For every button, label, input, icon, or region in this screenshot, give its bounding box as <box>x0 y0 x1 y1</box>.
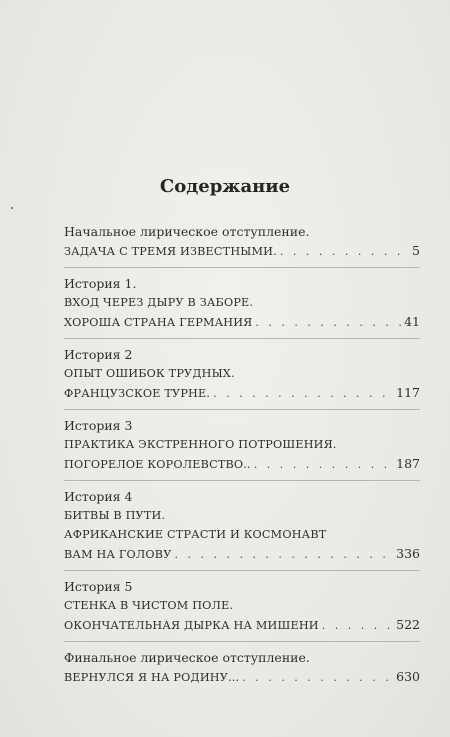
page-number: 522 <box>396 617 420 632</box>
toc-entry-subtitle: ПРАКТИКА ЭКСТРЕННОГО ПОТРОШЕНИЯ. <box>64 438 337 451</box>
toc-entry-subtitle: ОКОНЧАТЕЛЬНАЯ ДЫРКА НА МИШЕНИ <box>64 619 319 632</box>
toc-entry-final-line <box>64 667 420 687</box>
toc-entry-subtitle: ОПЫТ ОШИБОК ТРУДНЫХ. <box>64 367 235 380</box>
toc-entry-heading: История 5 <box>64 579 133 594</box>
toc-entry-subtitle: СТЕНКА В ЧИСТОМ ПОЛЕ. <box>64 599 234 612</box>
dot-leader <box>322 616 393 635</box>
dot-leader <box>213 384 393 403</box>
toc-entry-final-line <box>64 312 420 332</box>
page-number: 5 <box>412 243 420 258</box>
toc-entry-heading: Финальное лирическое отступление. <box>64 650 310 665</box>
toc-entry-subtitle: ФРАНЦУЗСКОЕ ТУРНЕ. <box>64 387 211 400</box>
dot-leader <box>174 545 393 564</box>
toc-entry-subtitle: ВЕРНУЛСЯ Я НА РОДИНУ... <box>64 671 240 684</box>
toc-entry <box>64 409 420 474</box>
toc-entry-heading: История 3 <box>64 418 133 433</box>
page-number: 187 <box>396 456 420 471</box>
toc-entry <box>64 222 420 261</box>
page-title: Содержание <box>159 176 291 197</box>
page-number: 336 <box>396 546 420 561</box>
toc-entry-heading: История 1. <box>64 276 137 291</box>
toc-entry-subtitle: ВХОД ЧЕРЕЗ ДЫРУ В ЗАБОРЕ. <box>64 296 254 309</box>
dot-leader <box>242 668 393 687</box>
toc-entry-final-line <box>64 544 420 564</box>
toc-entry-final-line <box>64 383 420 403</box>
page-number: 41 <box>404 314 420 329</box>
page-number: 630 <box>396 669 420 684</box>
toc-entry-heading: Начальное лирическое отступление. <box>64 224 310 239</box>
toc-entry <box>64 480 420 564</box>
print-speck <box>11 207 13 209</box>
page-number: 117 <box>396 385 420 400</box>
toc-entry-subtitle: ХОРОША СТРАНА ГЕРМАНИЯ <box>64 316 253 329</box>
dot-leader <box>255 313 401 332</box>
toc-entry-final-line <box>64 454 420 474</box>
toc-entry-final-line <box>64 241 420 261</box>
toc-entry <box>64 641 420 687</box>
toc-entry-subtitle: ЗАДАЧА С ТРЕМЯ ИЗВЕСТНЫМИ. <box>64 245 277 258</box>
toc-entry-subtitle: БИТВЫ В ПУТИ. <box>64 509 166 522</box>
toc-entry-final-line <box>64 615 420 635</box>
toc-entry <box>64 267 420 332</box>
toc-entry-heading: История 4 <box>64 489 133 504</box>
dot-leader <box>254 455 393 474</box>
toc-entry-subtitle: ВАМ НА ГОЛОВУ <box>64 548 172 561</box>
toc-entry <box>64 338 420 403</box>
toc-entry-subtitle: АФРИКАНСКИЕ СТРАСТИ И КОСМОНАВТ <box>64 528 327 541</box>
toc-entry-heading: История 2 <box>64 347 133 362</box>
toc-entry-subtitle: ПОГОРЕЛОЕ КОРОЛЕВСТВО.. <box>64 458 251 471</box>
table-of-contents <box>64 222 420 687</box>
dot-leader <box>280 242 409 261</box>
toc-entry <box>64 570 420 635</box>
